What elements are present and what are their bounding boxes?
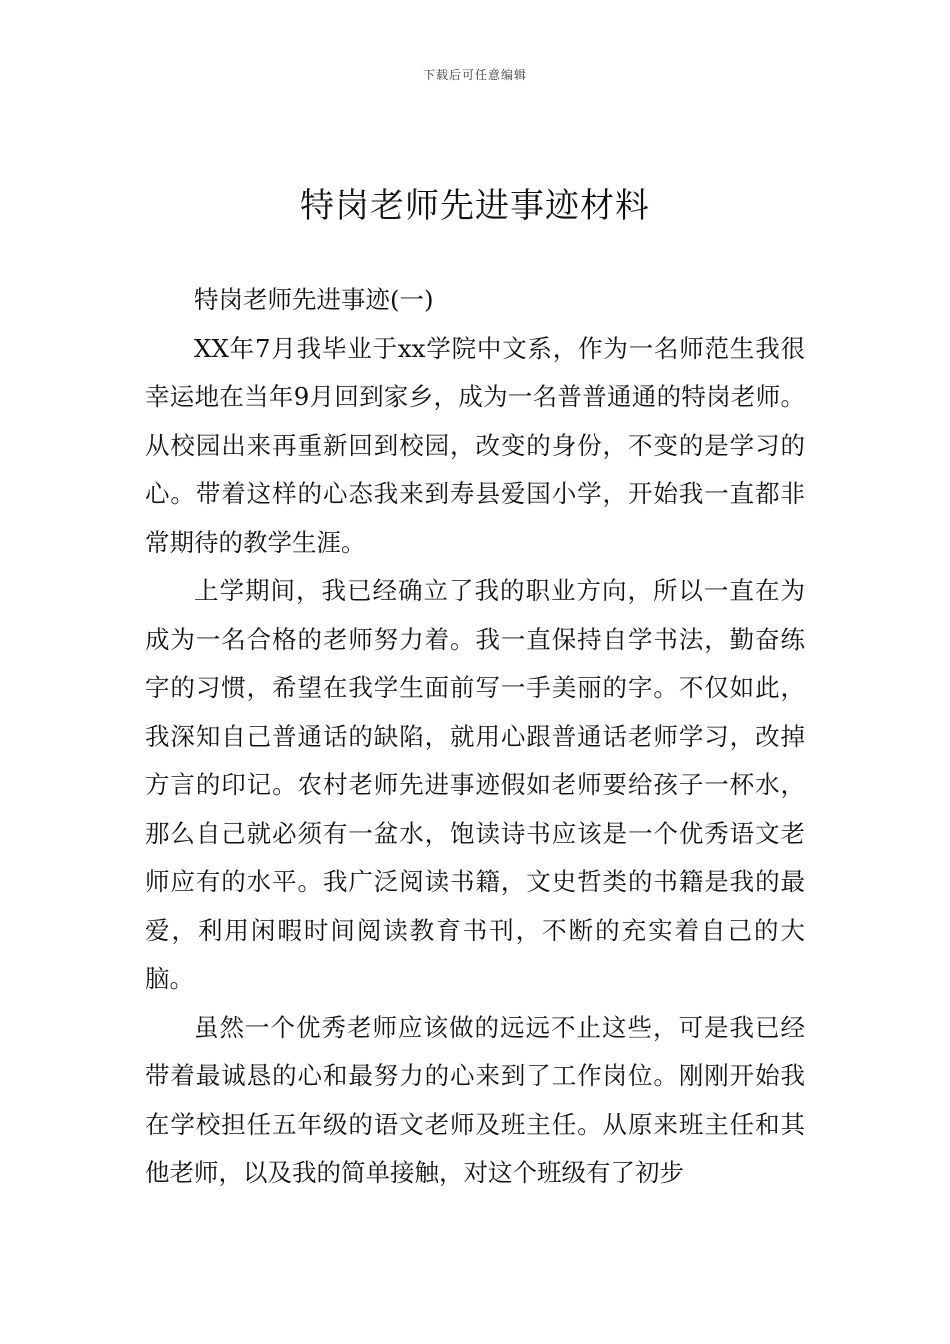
paragraph-2: 上学期间，我已经确立了我的职业方向，所以一直在为成为一名合格的老师努力着。我一直保持自学书法，勤奋练字的习惯，希望在我学生面前写一手美丽的字。不仅如此，我深知自己普通话的缺陷，就用心跟普通话老师学习，改掉方言的印记。农村老师先进事迹假如老师要给孩子一杯水，那么自己就必须有一盆水，饱读诗书应该是一个优秀语文老师应有的水平。我广泛阅读书籍，文史哲类的书籍是我的最爱，利用闲暇时间阅读教育书刊，不断的充实着自己的大脑。 [145,576,805,993]
document-title: 特岗老师先进事迹材料 [300,186,650,226]
document-body [145,276,805,1198]
section-subtitle: 特岗老师先进事迹(一) [194,285,434,314]
header-note: 下载后可任意编辑 [422,68,527,82]
paragraph-1: XX年7月我毕业于xx学院中文系，作为一名师范生我很幸运地在当年9月回到家乡，成为一名普普通通的特岗老师。从校园出来再重新回到校园，改变的身份，不变的是学习的心。带着这样的心态我来到寿县爱国小学，开始我一直都非常期待的教学生涯。 [145,333,805,557]
paragraph-3: 虽然一个优秀老师应该做的远远不止这些，可是我已经带着最诚恳的心和最努力的心来到了工作岗位。刚刚开始我在学校担任五年级的语文老师及班主任。从原来班主任和其他老师，以及我的简单接触，对这个班级有了初步 [145,1012,805,1187]
